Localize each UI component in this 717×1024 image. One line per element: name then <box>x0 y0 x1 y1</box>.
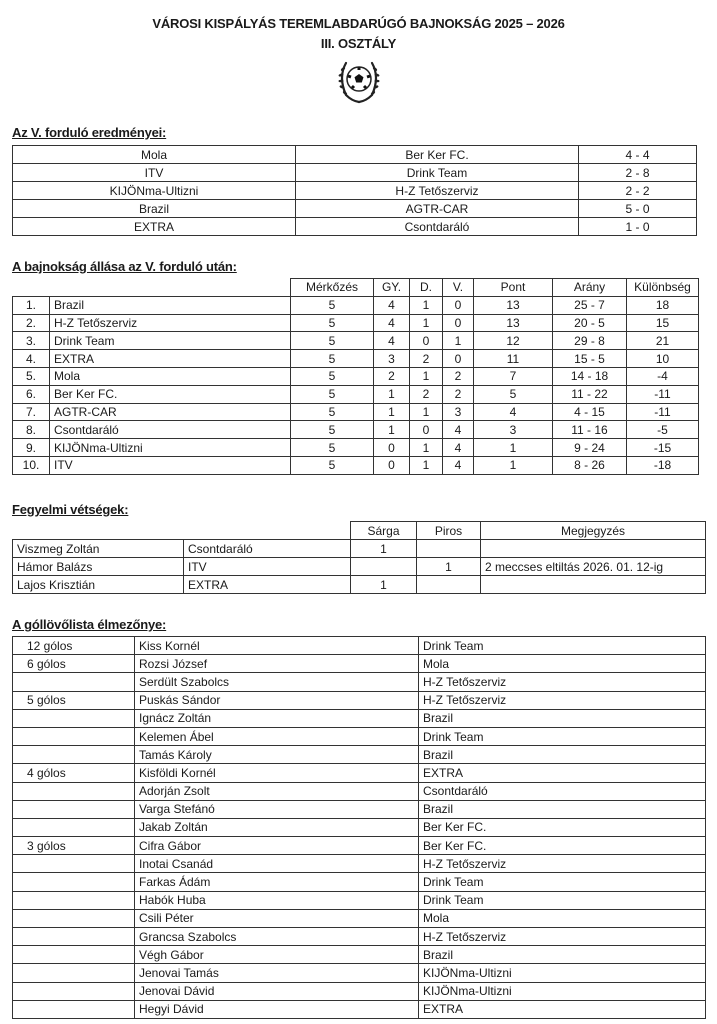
standings-row <box>13 350 699 368</box>
player-name: Adorján Zsolt <box>135 782 419 800</box>
draws: 1 <box>410 403 443 421</box>
matches-played: 5 <box>291 456 374 474</box>
standings-row <box>13 385 699 403</box>
scorer-row <box>13 982 706 1000</box>
team-name: EXTRA <box>184 576 351 594</box>
result-row <box>13 200 697 218</box>
points: 13 <box>474 314 553 332</box>
away-team: Drink Team <box>296 164 579 182</box>
team-name: Ber Ker FC. <box>419 818 706 836</box>
player-name: Jenovai Tamás <box>135 964 419 982</box>
matches-played: 5 <box>291 439 374 457</box>
goal-difference: -15 <box>627 439 699 457</box>
note <box>481 576 706 594</box>
goal-ratio: 11 - 16 <box>553 421 627 439</box>
team-name: Brazil <box>419 709 706 727</box>
goal-count <box>13 727 135 745</box>
scorer-row <box>13 709 706 727</box>
goal-count <box>13 709 135 727</box>
team-name: KIJÖNma-Ultizni <box>419 964 706 982</box>
result-row <box>13 218 697 236</box>
goal-difference: 15 <box>627 314 699 332</box>
goal-count: 12 gólos <box>13 637 135 655</box>
scorer-row <box>13 964 706 982</box>
results-heading: Az V. forduló eredményei: <box>12 125 167 140</box>
blank-cell <box>13 279 50 297</box>
position: 8. <box>13 421 50 439</box>
match-score: 2 - 2 <box>579 182 697 200</box>
scorer-row <box>13 837 706 855</box>
matches-played: 5 <box>291 403 374 421</box>
goal-ratio: 29 - 8 <box>553 332 627 350</box>
scorer-row <box>13 673 706 691</box>
losses: 2 <box>443 367 474 385</box>
scorer-row <box>13 691 706 709</box>
goal-count <box>13 891 135 909</box>
position: 1. <box>13 296 50 314</box>
team-name: Mola <box>419 909 706 927</box>
team-name: ITV <box>50 456 291 474</box>
losses: 0 <box>443 314 474 332</box>
scorers-heading: A góllövőlista élmezőnye: <box>12 617 167 632</box>
team-name: EXTRA <box>419 764 706 782</box>
document-title: VÁROSI KISPÁLYÁS TEREMLABDARÚGÓ BAJNOKSÁG 2025 – 2026 <box>152 16 565 31</box>
scorer-row <box>13 855 706 873</box>
goal-count <box>13 1000 135 1018</box>
wins: 2 <box>374 367 410 385</box>
points: 1 <box>474 439 553 457</box>
scorer-row <box>13 909 706 927</box>
matches-played: 5 <box>291 296 374 314</box>
goal-count: 4 gólos <box>13 764 135 782</box>
team-name: Brazil <box>419 746 706 764</box>
team-name: Brazil <box>419 946 706 964</box>
player-name: Hámor Balázs <box>13 558 184 576</box>
losses: 4 <box>443 421 474 439</box>
home-team: KIJÖNma-Ultizni <box>13 182 296 200</box>
team-name: Drink Team <box>50 332 291 350</box>
team-name: KIJÖNma-Ultizni <box>419 982 706 1000</box>
scorer-row <box>13 800 706 818</box>
points: 3 <box>474 421 553 439</box>
team-name: EXTRA <box>50 350 291 368</box>
draws: 1 <box>410 439 443 457</box>
team-name: Ber Ker FC. <box>419 837 706 855</box>
home-team: Brazil <box>13 200 296 218</box>
goal-count: 5 gólos <box>13 691 135 709</box>
goal-ratio: 8 - 26 <box>553 456 627 474</box>
player-name: Inotai Csanád <box>135 855 419 873</box>
player-name: Lajos Krisztián <box>13 576 184 594</box>
team-name: H-Z Tetőszerviz <box>419 691 706 709</box>
losses: 0 <box>443 296 474 314</box>
goal-ratio: 4 - 15 <box>553 403 627 421</box>
match-score: 1 - 0 <box>579 218 697 236</box>
goal-count: 3 gólos <box>13 837 135 855</box>
position: 5. <box>13 367 50 385</box>
player-name: Jakab Zoltán <box>135 818 419 836</box>
team-name: AGTR-CAR <box>50 403 291 421</box>
team-name: Drink Team <box>419 873 706 891</box>
home-team: ITV <box>13 164 296 182</box>
goal-ratio: 25 - 7 <box>553 296 627 314</box>
player-name: Ignácz Zoltán <box>135 709 419 727</box>
away-team: AGTR-CAR <box>296 200 579 218</box>
goal-difference: 10 <box>627 350 699 368</box>
discipline-table <box>12 521 706 594</box>
wins: 1 <box>374 403 410 421</box>
losses: 4 <box>443 439 474 457</box>
points: 13 <box>474 296 553 314</box>
losses: 1 <box>443 332 474 350</box>
team-name: KIJÖNma-Ultizni <box>50 439 291 457</box>
player-name: Habók Huba <box>135 891 419 909</box>
wins: 0 <box>374 439 410 457</box>
player-name: Varga Stefánó <box>135 800 419 818</box>
position: 2. <box>13 314 50 332</box>
match-score: 2 - 8 <box>579 164 697 182</box>
team-name: H-Z Tetőszerviz <box>419 855 706 873</box>
home-team: EXTRA <box>13 218 296 236</box>
position: 7. <box>13 403 50 421</box>
standings-row <box>13 421 699 439</box>
team-name: H-Z Tetőszerviz <box>419 928 706 946</box>
column-header-played: Mérkőzés <box>291 279 374 297</box>
draws: 0 <box>410 421 443 439</box>
goal-ratio: 9 - 24 <box>553 439 627 457</box>
blank-cell <box>13 522 184 540</box>
goal-count <box>13 818 135 836</box>
column-header-difference: Különbség <box>627 279 699 297</box>
scorer-row <box>13 1000 706 1018</box>
matches-played: 5 <box>291 332 374 350</box>
match-score: 4 - 4 <box>579 146 697 164</box>
goal-count <box>13 746 135 764</box>
note: 2 meccses eltiltás 2026. 01. 12-ig <box>481 558 706 576</box>
goal-ratio: 14 - 18 <box>553 367 627 385</box>
blank-cell <box>184 522 351 540</box>
goal-count <box>13 782 135 800</box>
matches-played: 5 <box>291 350 374 368</box>
team-name: Drink Team <box>419 891 706 909</box>
matches-played: 5 <box>291 421 374 439</box>
player-name: Rozsi József <box>135 655 419 673</box>
column-header-wins: GY. <box>374 279 410 297</box>
scorer-row <box>13 946 706 964</box>
wins: 1 <box>374 385 410 403</box>
column-header-red: Piros <box>417 522 481 540</box>
red-cards <box>417 576 481 594</box>
goal-difference: -18 <box>627 456 699 474</box>
draws: 1 <box>410 367 443 385</box>
player-name: Farkas Ádám <box>135 873 419 891</box>
goal-difference: -4 <box>627 367 699 385</box>
team-name: Drink Team <box>419 727 706 745</box>
away-team: Ber Ker FC. <box>296 146 579 164</box>
result-row <box>13 164 697 182</box>
scorer-row <box>13 746 706 764</box>
goal-ratio: 20 - 5 <box>553 314 627 332</box>
goal-difference: -11 <box>627 385 699 403</box>
wins: 1 <box>374 421 410 439</box>
scorer-row <box>13 891 706 909</box>
match-score: 5 - 0 <box>579 200 697 218</box>
player-name: Végh Gábor <box>135 946 419 964</box>
player-name: Tamás Károly <box>135 746 419 764</box>
team-name: Ber Ker FC. <box>50 385 291 403</box>
soccer-ball-laurel-icon <box>334 55 384 105</box>
standings-row <box>13 314 699 332</box>
standings-row <box>13 439 699 457</box>
player-name: Grancsa Szabolcs <box>135 928 419 946</box>
goal-count: 6 gólos <box>13 655 135 673</box>
goal-count <box>13 855 135 873</box>
goal-ratio: 11 - 22 <box>553 385 627 403</box>
division-subtitle: III. OSZTÁLY <box>320 36 397 51</box>
team-name: H-Z Tetőszerviz <box>50 314 291 332</box>
red-cards: 1 <box>417 558 481 576</box>
position: 10. <box>13 456 50 474</box>
standings-row <box>13 403 699 421</box>
wins: 4 <box>374 296 410 314</box>
column-header-losses: V. <box>443 279 474 297</box>
team-name: Csontdaráló <box>419 782 706 800</box>
points: 4 <box>474 403 553 421</box>
wins: 3 <box>374 350 410 368</box>
team-name: Csontdaráló <box>184 540 351 558</box>
matches-played: 5 <box>291 385 374 403</box>
draws: 1 <box>410 314 443 332</box>
scorers-table <box>12 636 706 1019</box>
player-name: Kiss Kornél <box>135 637 419 655</box>
goal-count <box>13 673 135 691</box>
points: 11 <box>474 350 553 368</box>
draws: 2 <box>410 385 443 403</box>
standings-row <box>13 332 699 350</box>
losses: 4 <box>443 456 474 474</box>
goal-difference: 21 <box>627 332 699 350</box>
goal-count <box>13 946 135 964</box>
goal-difference: -11 <box>627 403 699 421</box>
scorer-row <box>13 637 706 655</box>
team-name: Drink Team <box>419 637 706 655</box>
position: 6. <box>13 385 50 403</box>
column-header-draws: D. <box>410 279 443 297</box>
points: 5 <box>474 385 553 403</box>
away-team: H-Z Tetőszerviz <box>296 182 579 200</box>
player-name: Kelemen Ábel <box>135 727 419 745</box>
player-name: Jenovai Dávid <box>135 982 419 1000</box>
scorer-row <box>13 928 706 946</box>
player-name: Viszmeg Zoltán <box>13 540 184 558</box>
player-name: Serdült Szabolcs <box>135 673 419 691</box>
team-name: Mola <box>50 367 291 385</box>
team-name: Mola <box>419 655 706 673</box>
blank-cell <box>50 279 291 297</box>
player-name: Hegyi Dávid <box>135 1000 419 1018</box>
losses: 3 <box>443 403 474 421</box>
position: 4. <box>13 350 50 368</box>
results-table <box>12 145 697 236</box>
player-name: Cifra Gábor <box>135 837 419 855</box>
yellow-cards: 1 <box>351 576 417 594</box>
discipline-header-row <box>13 522 706 540</box>
result-row <box>13 146 697 164</box>
draws: 1 <box>410 456 443 474</box>
team-name: Brazil <box>419 800 706 818</box>
goal-difference: 18 <box>627 296 699 314</box>
column-header-ratio: Arány <box>553 279 627 297</box>
scorer-row <box>13 818 706 836</box>
team-name: ITV <box>184 558 351 576</box>
position: 3. <box>13 332 50 350</box>
points: 7 <box>474 367 553 385</box>
goal-count <box>13 964 135 982</box>
away-team: Csontdaráló <box>296 218 579 236</box>
note <box>481 540 706 558</box>
yellow-cards <box>351 558 417 576</box>
standings-table <box>12 278 699 475</box>
goal-count <box>13 928 135 946</box>
scorer-row <box>13 764 706 782</box>
discipline-row <box>13 540 706 558</box>
team-name: Brazil <box>50 296 291 314</box>
yellow-cards: 1 <box>351 540 417 558</box>
goal-count <box>13 909 135 927</box>
team-name: Csontdaráló <box>50 421 291 439</box>
goal-count <box>13 982 135 1000</box>
scorer-row <box>13 873 706 891</box>
matches-played: 5 <box>291 314 374 332</box>
column-header-note: Megjegyzés <box>481 522 706 540</box>
discipline-row <box>13 558 706 576</box>
points: 1 <box>474 456 553 474</box>
discipline-row <box>13 576 706 594</box>
column-header-yellow: Sárga <box>351 522 417 540</box>
goal-ratio: 15 - 5 <box>553 350 627 368</box>
losses: 0 <box>443 350 474 368</box>
points: 12 <box>474 332 553 350</box>
player-name: Kisföldi Kornél <box>135 764 419 782</box>
draws: 1 <box>410 296 443 314</box>
losses: 2 <box>443 385 474 403</box>
goal-count <box>13 800 135 818</box>
team-name: EXTRA <box>419 1000 706 1018</box>
wins: 4 <box>374 332 410 350</box>
team-name: H-Z Tetőszerviz <box>419 673 706 691</box>
goal-count <box>13 873 135 891</box>
matches-played: 5 <box>291 367 374 385</box>
wins: 4 <box>374 314 410 332</box>
scorer-row <box>13 655 706 673</box>
standings-row <box>13 367 699 385</box>
home-team: Mola <box>13 146 296 164</box>
red-cards <box>417 540 481 558</box>
standings-row <box>13 296 699 314</box>
result-row <box>13 182 697 200</box>
standings-header-row <box>13 279 699 297</box>
scorer-row <box>13 727 706 745</box>
standings-heading: A bajnokság állása az V. forduló után: <box>12 259 237 274</box>
goal-difference: -5 <box>627 421 699 439</box>
player-name: Csili Péter <box>135 909 419 927</box>
discipline-heading: Fegyelmi vétségek: <box>12 502 129 517</box>
player-name: Puskás Sándor <box>135 691 419 709</box>
scorer-row <box>13 782 706 800</box>
standings-row <box>13 456 699 474</box>
column-header-points: Pont <box>474 279 553 297</box>
draws: 0 <box>410 332 443 350</box>
draws: 2 <box>410 350 443 368</box>
wins: 0 <box>374 456 410 474</box>
position: 9. <box>13 439 50 457</box>
